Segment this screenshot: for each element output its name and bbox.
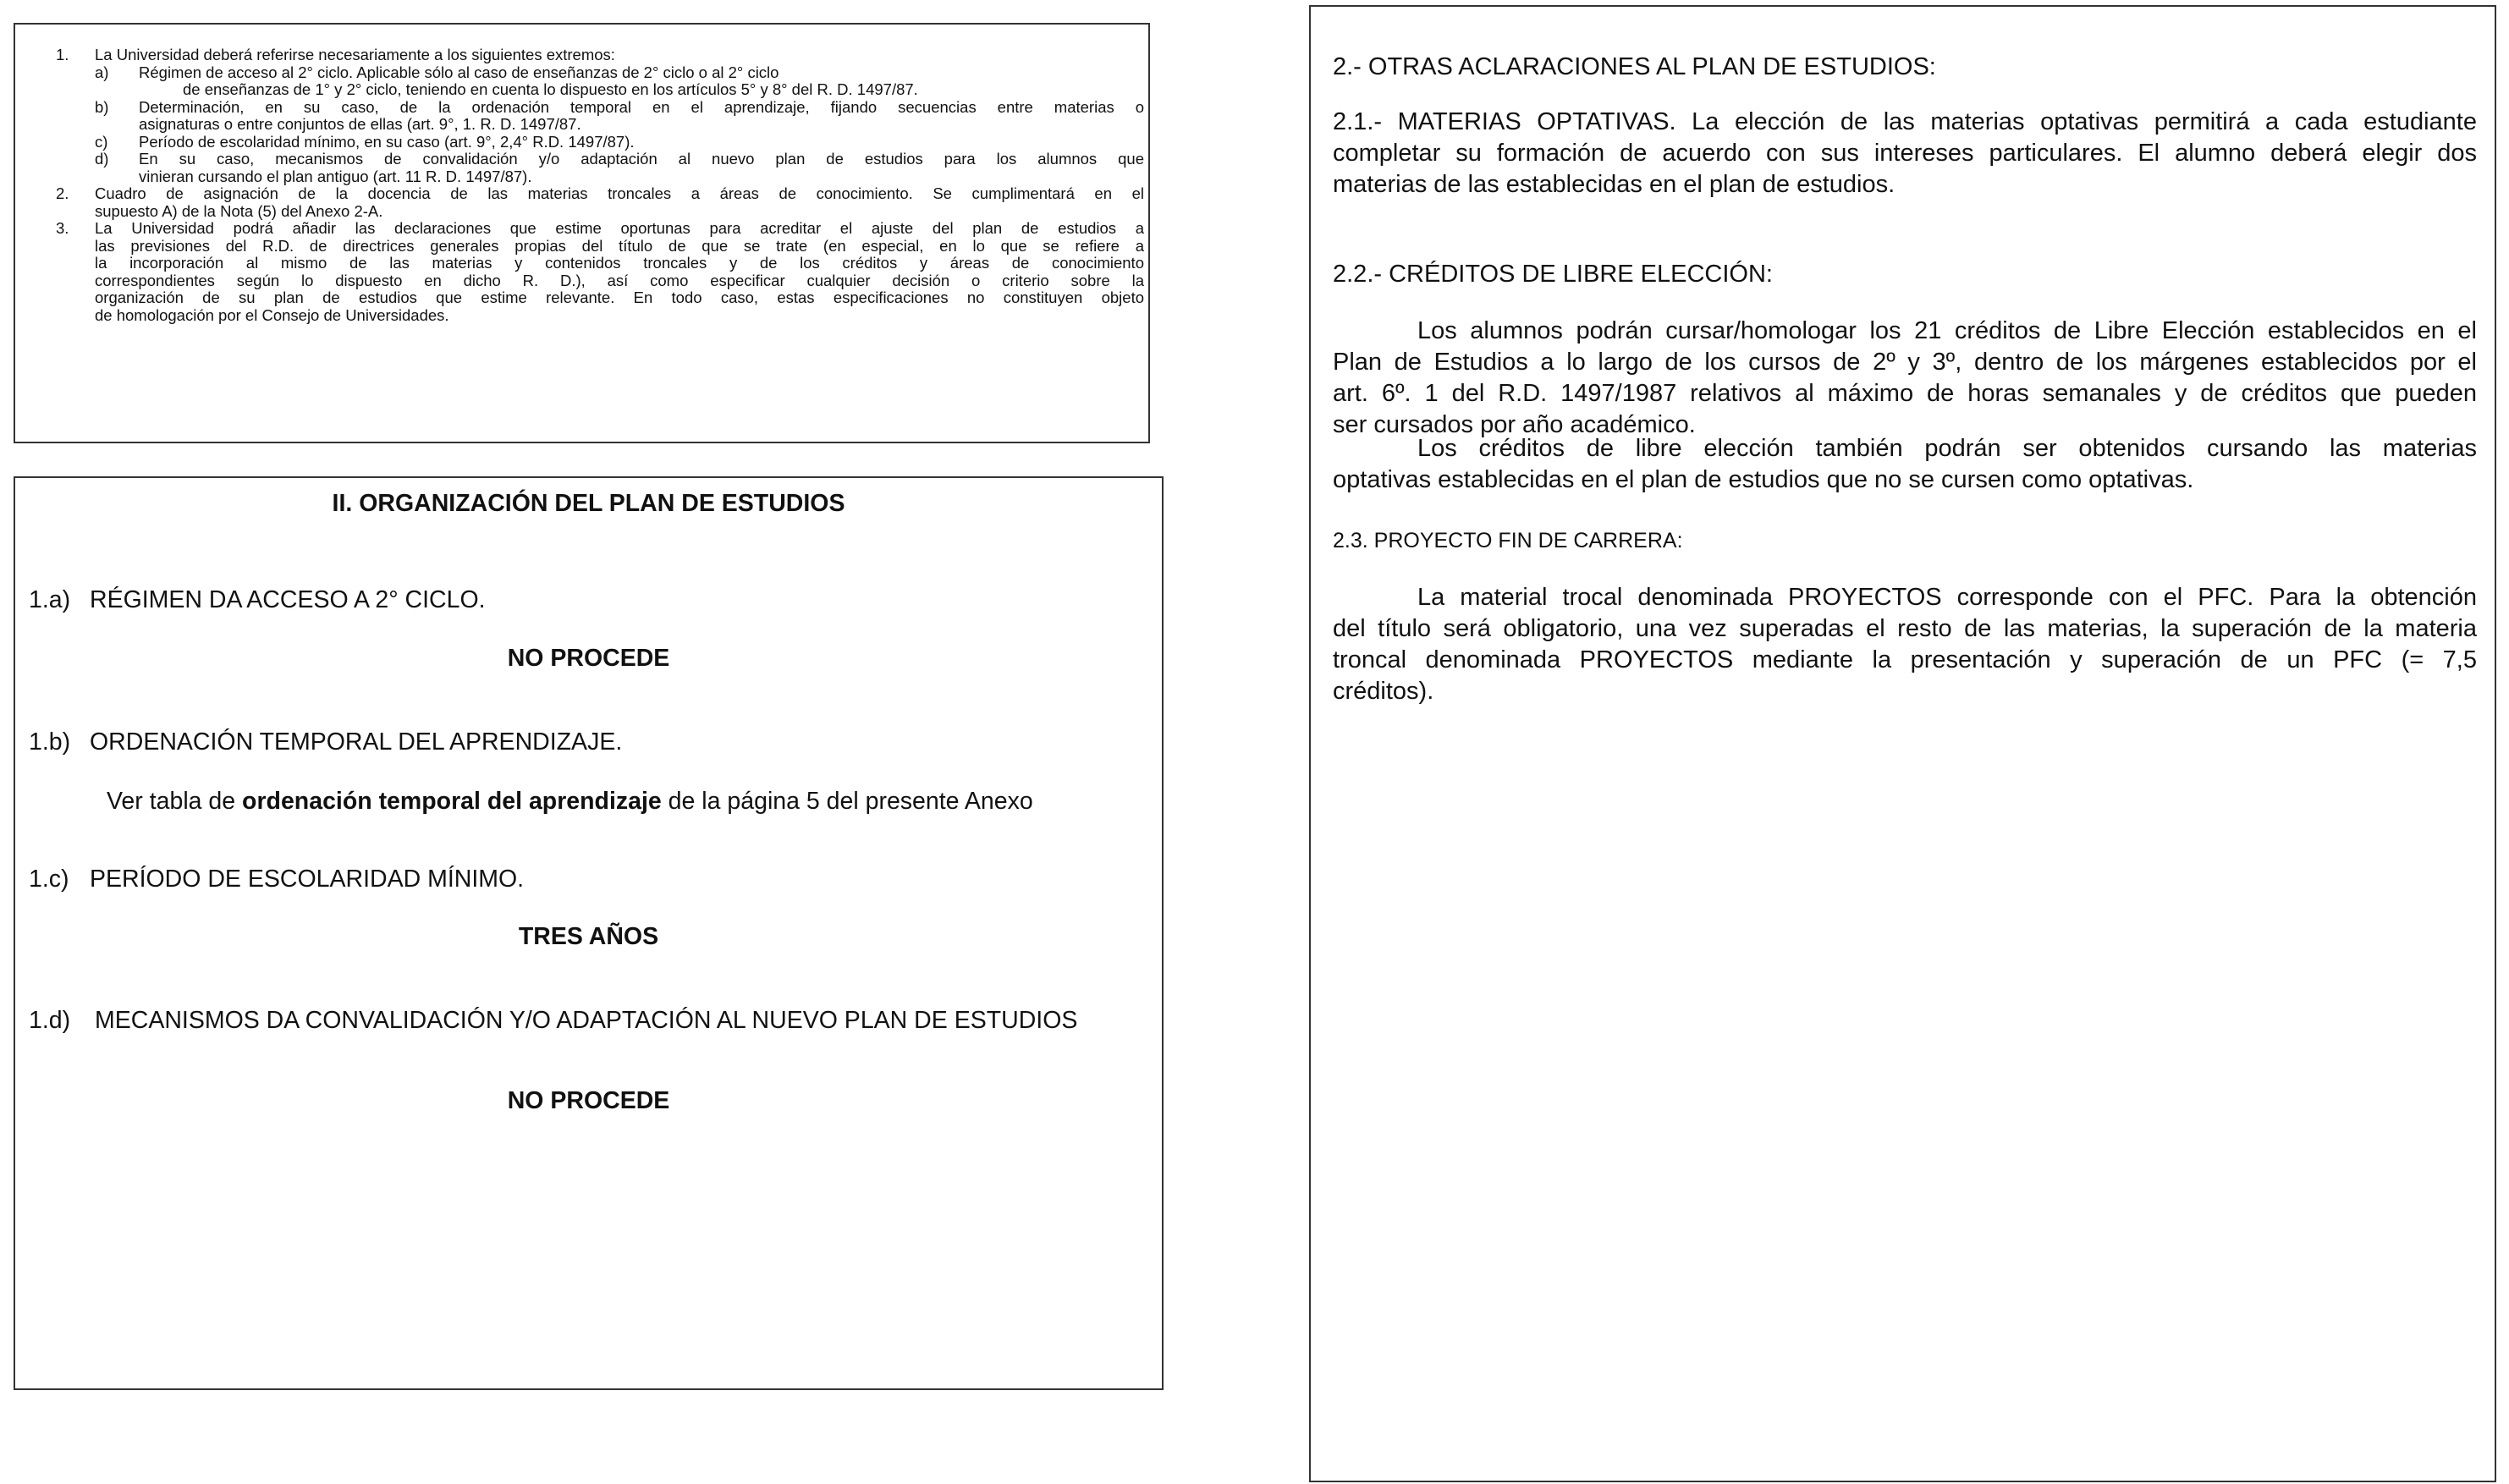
- note-line: de homologación por el Consejo de Universidades.: [95, 305, 449, 324]
- sub-letter: b): [95, 97, 109, 116]
- optativas-paragraph: [1333, 107, 2477, 201]
- note-line: organización de su plan de estudios que estime relevante. En todo caso, estas especificaciones no constituyen objeto: [95, 289, 1144, 306]
- note-line: la incorporación al mismo de las materias y contenidos troncales y de los créditos y áreas de conocimiento: [95, 254, 1144, 272]
- paragraph-line: art. 6º. 1 del R.D. 1497/1987 relativos al máximo de horas semanales y de créditos que pueden: [1333, 380, 2477, 407]
- sub-line: vinieran cursando el plan antiguo (art. 11 R. D. 1497/87).: [139, 167, 532, 185]
- note-3: [34, 220, 1144, 324]
- item-1a: [29, 586, 486, 614]
- paragraph-line: Plan de Estudios a lo largo de los cursos de 2º y 3º, dentro de los márgenes establecidos por el: [1333, 349, 2477, 376]
- pfc-paragraph: [1333, 582, 2477, 707]
- paragraph-line: optativas establecidas en el plan de estudios que no se cursen como optativas.: [1333, 466, 2194, 493]
- sub-letter: d): [95, 150, 109, 168]
- note-number: 3.: [56, 219, 69, 237]
- paragraph-line: ser cursados por año académico.: [1333, 411, 1696, 438]
- item-label: ORDENACIÓN TEMPORAL DEL APRENDIZAJE.: [90, 728, 623, 756]
- note-sub-a: [95, 64, 1144, 99]
- clarifications-heading: 2.- OTRAS ACLARACIONES AL PLAN DE ESTUDIOS:: [1333, 53, 1936, 80]
- notes-list: [34, 47, 1144, 324]
- notes-box: [14, 23, 1150, 443]
- paragraph-line: Los créditos de libre elección también podrán ser obtenidos cursando las materias: [1417, 435, 2477, 462]
- note-number: 1.: [56, 46, 69, 63]
- item-label: RÉGIMEN DA ACCESO A 2° CICLO.: [90, 586, 486, 613]
- item-1b-reference: [107, 788, 1033, 816]
- note-line: correspondientes según lo dispuesto en dicho R. D.), así como especificar cualquier decisión o criterio sobre la: [95, 271, 1144, 289]
- paragraph-line: troncal denominada PROYECTOS mediante la presentación y superación de un PFC (= 7,5: [1333, 646, 2477, 673]
- item-1a-value: NO PROCEDE: [507, 645, 670, 672]
- organization-box: [14, 476, 1164, 1390]
- paragraph-line: Los alumnos podrán cursar/homologar los 21 créditos de Libre Elección establecidos en el: [1417, 317, 2477, 344]
- paragraph-line: créditos).: [1333, 678, 1434, 705]
- paragraph-line: 2.1.- MATERIAS OPTATIVAS. La elección de las materias optativas permitirá a cada estudiante: [1333, 108, 2477, 135]
- sub-line: En su caso, mecanismos de convalidación y/o adaptación al nuevo plan de estudios para los alumnos que: [139, 150, 1144, 168]
- item-number: 1.b): [29, 728, 71, 756]
- sub-line: Período de escolaridad mínimo, en su caso (art. 9°, 2,4° R.D. 1497/87).: [139, 132, 635, 151]
- item-1c: [29, 866, 524, 893]
- pfc-heading: 2.3. PROYECTO FIN DE CARRERA:: [1333, 529, 1683, 552]
- note-sub-c: [95, 134, 1144, 151]
- paragraph-line: materias de las establecidas en el plan de estudios.: [1333, 171, 1896, 198]
- note-line: Cuadro de asignación de la docencia de las materias troncales a áreas de conocimiento. Se cumplimentará en el: [95, 184, 1144, 202]
- note-number: 2.: [56, 184, 69, 202]
- sub-line: Régimen de acceso al 2° ciclo. Aplicable sólo al caso de enseñanzas de 2° ciclo o al 2° ciclo: [139, 63, 779, 81]
- reference-bold: ordenación temporal del aprendizaje: [242, 788, 662, 815]
- note-1: [34, 47, 1144, 185]
- sub-letter: a): [95, 63, 109, 81]
- item-1d: [29, 1007, 1077, 1035]
- sub-line: de enseñanzas de 1° y 2° ciclo, teniendo en cuenta lo dispuesto en los artículos 5° y 8° del R. D. 1497/87.: [183, 80, 918, 98]
- reference-post: de la página 5 del presente Anexo: [661, 788, 1033, 815]
- clarifications-box: [1309, 5, 2496, 1482]
- libre-eleccion-paragraph-2: [1333, 433, 2477, 496]
- sub-letter: c): [95, 132, 108, 151]
- note-text: La Universidad deberá referirse necesariamente a los siguientes extremos:: [95, 46, 615, 63]
- item-1d-value: NO PROCEDE: [507, 1087, 670, 1114]
- note-sub-d: [95, 151, 1144, 185]
- item-number: 1.c): [29, 866, 69, 893]
- note-line: La Universidad podrá añadir las declaraciones que estime oportunas para acreditar el ajuste del plan de estudios a: [95, 219, 1144, 237]
- paragraph-line: La material trocal denominada PROYECTOS corresponde con el PFC. Para la obtención: [1417, 584, 2477, 611]
- reference-pre: Ver tabla de: [107, 788, 243, 815]
- item-number: 1.a): [29, 586, 71, 613]
- libre-eleccion-paragraph-1: [1333, 316, 2477, 441]
- libre-eleccion-heading: 2.2.- CRÉDITOS DE LIBRE ELECCIÓN:: [1333, 261, 1773, 288]
- item-1c-value: TRES AÑOS: [518, 923, 659, 950]
- note-line: las previsiones del R.D. de directrices generales propias del título de que se trate (en especial, en lo que se refiere a: [95, 236, 1144, 255]
- item-number: 1.d): [29, 1007, 71, 1034]
- paragraph-line: completar su formación de acuerdo con sus intereses particulares. El alumno deberá elegir dos: [1333, 140, 2477, 167]
- item-1b: [29, 728, 622, 756]
- note-sub-b: [95, 99, 1144, 134]
- sub-line: Determinación, en su caso, de la ordenación temporal en el aprendizaje, fijando secuencias entre materias o: [139, 97, 1144, 116]
- sub-line: asignaturas o entre conjuntos de ellas (art. 9°, 1. R. D. 1497/87.: [139, 115, 581, 133]
- item-label: PERÍODO DE ESCOLARIDAD MÍNIMO.: [90, 866, 525, 893]
- item-label: MECANISMOS DA CONVALIDACIÓN Y/O ADAPTACIÓN AL NUEVO PLAN DE ESTUDIOS: [95, 1007, 1078, 1034]
- organization-title: II. ORGANIZACIÓN DEL PLAN DE ESTUDIOS: [332, 490, 845, 517]
- note-line: supuesto A) de la Nota (5) del Anexo 2-A.: [95, 201, 383, 220]
- paragraph-line: del título será obligatorio, una vez superadas el resto de las materias, la superación de la materia: [1333, 615, 2477, 642]
- note-2: [34, 185, 1144, 220]
